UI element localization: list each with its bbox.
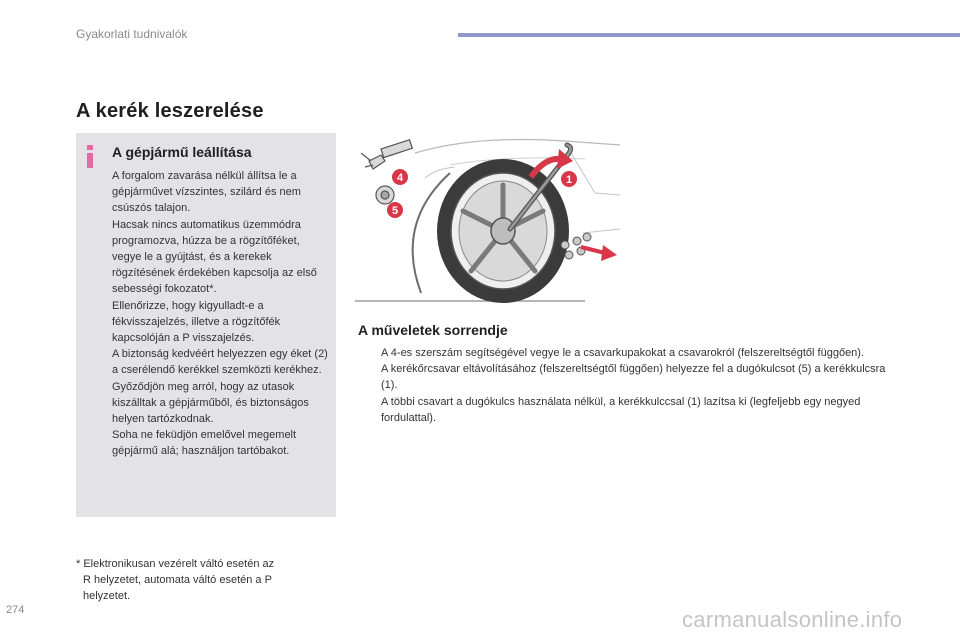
callout-5 xyxy=(387,202,403,218)
footnote-line: R helyzetet, automata váltó esetén a P xyxy=(83,574,272,586)
list-item xyxy=(362,394,892,426)
svg-text:4: 4 xyxy=(396,172,404,184)
footnote xyxy=(76,556,326,604)
svg-text:1: 1 xyxy=(565,174,573,186)
watermark: carmanualsonline.info xyxy=(682,607,903,632)
steps-list xyxy=(362,345,892,426)
footnote-line: helyzetet. xyxy=(83,590,131,602)
wheel-removal-illustration xyxy=(355,133,620,305)
info-paragraph: A biztonság kedvéért helyezzen egy éket (2) a cserélendő kerékkel szemközti kerékhez. xyxy=(112,348,328,377)
page-number: 274 xyxy=(6,604,25,616)
info-box xyxy=(76,133,336,517)
steps-heading: A műveletek sorrendje xyxy=(358,322,508,338)
info-box-heading: A gépjármű leállítása xyxy=(112,144,252,160)
svg-text:5: 5 xyxy=(391,205,399,217)
step-text: A többi csavart a dugókulcs használata nélkül, a kerékkulccsal (1) lazítsa ki (legfeljebb egy negyed fordulattal). xyxy=(381,395,861,424)
info-paragraph: Hacsak nincs automatikus üzemmódra programozva, húzza be a rögzítőféket, vegye le a gyújtást, és a kerekek rögzítésének érdekében kapcsolja az első sebességi fokozatot*. xyxy=(112,218,317,296)
footnote-marker: * xyxy=(76,558,81,570)
info-box-body xyxy=(112,168,332,460)
header-section-title: Gyakorlati tudnivalók xyxy=(76,27,188,41)
step-text: A kerékőrcsavar eltávolításához (felszereltségtől függően) helyezze fel a dugókulcsot (5) a kerékkulcsra (1). xyxy=(381,363,886,392)
info-paragraph: Soha ne feküdjön emelővel megemelt gépjármű alá; használjon tartóbakot. xyxy=(112,429,297,458)
info-icon xyxy=(86,145,94,169)
info-paragraph: Győződjön meg arról, hogy az utasok kiszálltak a gépjárműből, és biztonságos helyen tartózkodnak. xyxy=(112,380,309,426)
list-item xyxy=(362,361,892,393)
footnote-line: Elektronikusan vezérelt váltó esetén az xyxy=(83,558,275,570)
header-bar xyxy=(458,33,960,37)
step-text: A 4-es szerszám segítségével vegye le a csavarkupakokat a csavarokról (felszereltségtől függően). xyxy=(381,347,865,359)
page-title: A kerék leszerelése xyxy=(76,100,264,122)
callout-4 xyxy=(392,169,408,185)
callout-1 xyxy=(561,171,577,187)
info-paragraph: Ellenőrizze, hogy kigyulladt-e a fékvisszajelzés, illetve a rögzítőfék kapcsolóján a P visszajelzés. xyxy=(112,299,281,345)
info-paragraph: A forgalom zavarása nélkül állítsa le a gépjárművet vízszintes, szilárd és nem csúszós talajon. xyxy=(112,170,301,215)
list-item xyxy=(362,345,892,361)
